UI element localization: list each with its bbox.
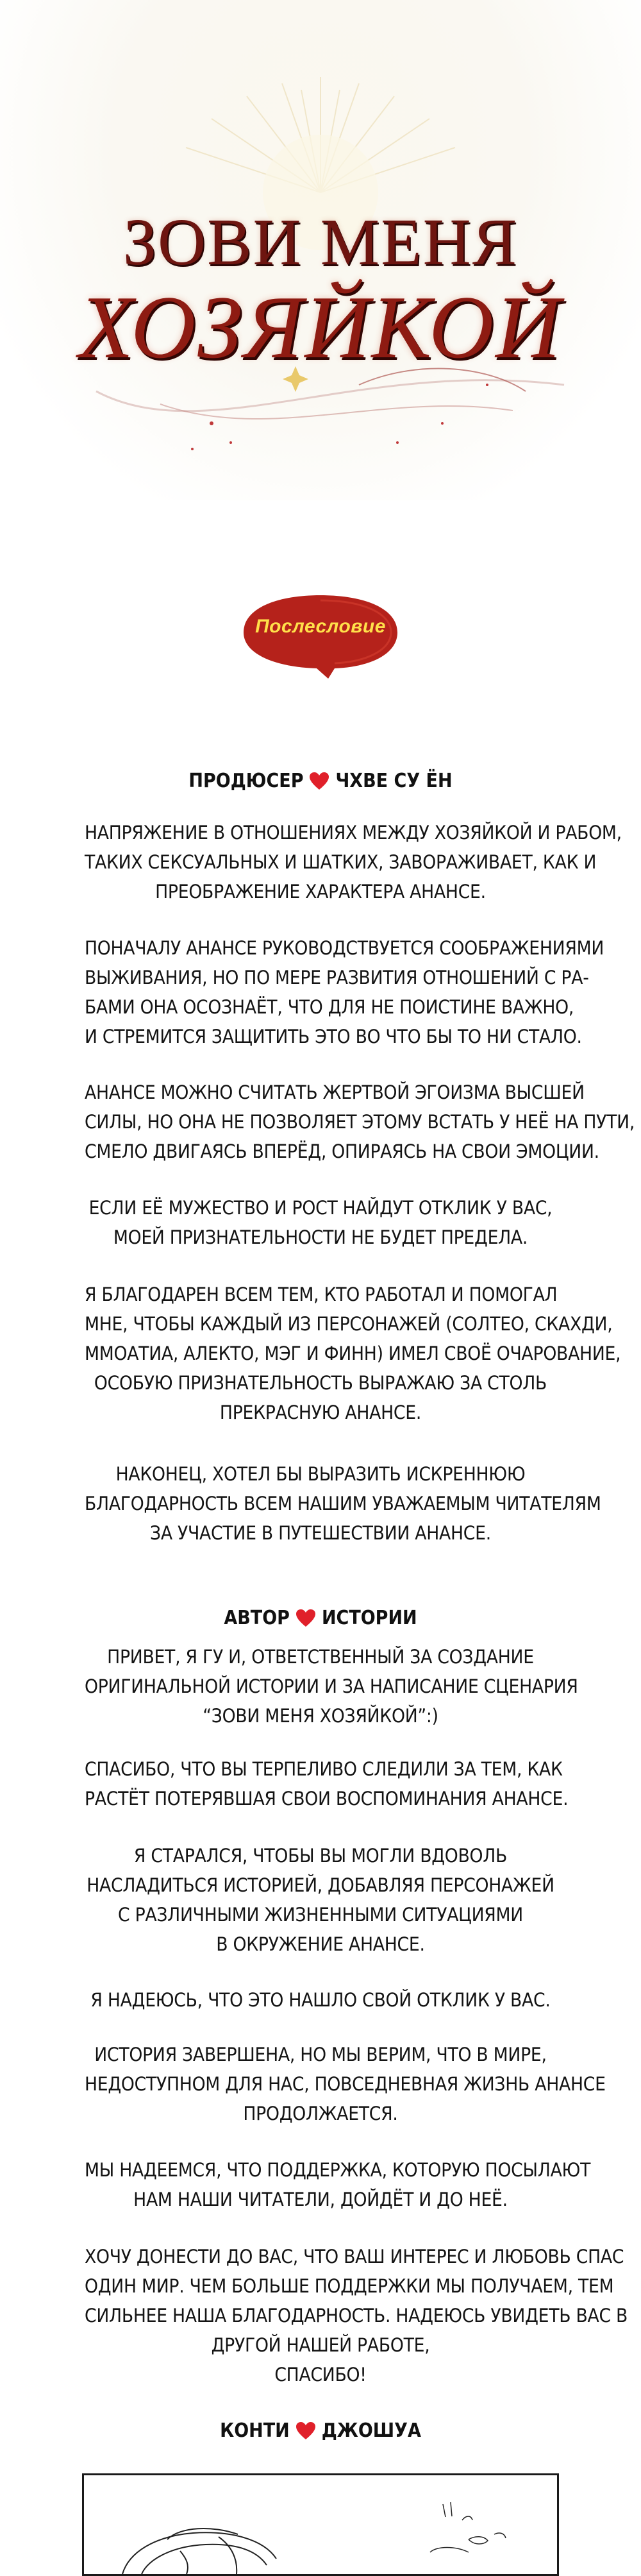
heart-icon (296, 2422, 315, 2440)
author-paragraph: МЫ НАДЕЕМСЯ, ЧТО ПОДДЕРЖКА, КОТОРУЮ ПОСЫЛАЮТ НАМ НАШИ ЧИТАТЕЛИ, ДОЙДЁТ И ДО НЕЁ. (85, 2159, 591, 2210)
producer-name: ЧХВЕ СУ ЁН (335, 770, 453, 792)
heart-icon (296, 1609, 315, 1627)
author-paragraph: ПРИВЕТ, Я ГУ И, ОТВЕТСТВЕННЫЙ ЗА СОЗДАНИЕ ОРИГИНАЛЬНОЙ ИСТОРИИ И ЗА НАПИСАНИЕ СЦЕНАРИЯ “ЗОВИ МЕНЯ ХОЗЯЙКОЙ”:) (85, 1646, 578, 1727)
author-paragraph: ХОЧУ ДОНЕСТИ ДО ВАС, ЧТО ВАШ ИНТЕРЕС И ЛЮБОВЬ СПАС ОДИН МИР. ЧЕМ БОЛЬШЕ ПОДДЕРЖКИ МЫ ПОЛУЧАЕМ, ТЕМ СИЛЬНЕЕ НАША БЛАГОДАРНОСТЬ. НАДЕЮСЬ УВИДЕТЬ ВАС В ДРУГОЙ НАШЕЙ РАБОТЕ, СПАСИБО! (85, 2246, 628, 2385)
comic-title-line-2: ХОЗЯЙКОЙ (78, 278, 563, 377)
author-name: ИСТОРИИ (321, 1607, 417, 1629)
producer-paragraph: ПОНАЧАЛУ АНАНСЕ РУКОВОДСТВУЕТСЯ СООБРАЖЕНИЯМИ ВЫЖИВАНИЯ, НО ПО МЕРЕ РАЗВИТИЯ ОТНОШЕНИЙ С РА- БАМИ ОНА ОСОЗНАЁТ, ЧТО ДЛЯ НЕ ПОИСТИНЕ ВАЖНО, И СТРЕМИТСЯ ЗАЩИТИТЬ ЭТО ВО ЧТО БЫ ТО НИ СТАЛО. (85, 937, 604, 1047)
comic-title-line-1: ЗОВИ МЕНЯ (122, 205, 519, 279)
sketch-drawing (84, 2475, 557, 2574)
author-credit (0, 1607, 641, 1629)
producer-paragraph: НАКОНЕЦ, ХОТЕЛ БЫ ВЫРАЗИТЬ ИСКРЕННЮЮ БЛАГОДАРНОСТЬ ВСЕМ НАШИМ УВАЖАЕМЫМ ЧИТАТЕЛЯМ ЗА УЧАСТИЕ В ПУТЕШЕСТВИИ АНАНСЕ. (85, 1463, 601, 1544)
author-paragraph: Я СТАРАЛСЯ, ЧТОБЫ ВЫ МОГЛИ ВДОВОЛЬ НАСЛАДИТЬСЯ ИСТОРИЕЙ, ДОБАВЛЯЯ ПЕРСОНАЖЕЙ С РАЗЛИЧНЫМИ ЖИЗНЕННЫМИ СИТУАЦИЯМИ В ОКРУЖЕНИЕ АНАНСЕ. (87, 1845, 554, 1955)
producer-credit (0, 770, 641, 792)
author-paragraph: СПАСИБО, ЧТО ВЫ ТЕРПЕЛИВО СЛЕДИЛИ ЗА ТЕМ, КАК РАСТЁТ ПОТЕРЯВШАЯ СВОИ ВОСПОМИНАНИЯ АНАНСЕ. (85, 1758, 569, 1809)
afterword-label: Послесловие (255, 616, 386, 637)
author-role: АВТОР (224, 1607, 290, 1629)
title-banner (0, 0, 641, 500)
producer-paragraph: ЕСЛИ ЕЁ МУЖЕСТВО И РОСТ НАЙДУТ ОТКЛИК У ВАС, МОЕЙ ПРИЗНАТЕЛЬНОСТИ НЕ БУДЕТ ПРЕДЕЛА. (88, 1197, 553, 1248)
heart-icon (310, 772, 329, 790)
producer-paragraph: АНАНСЕ МОЖНО СЧИТАТЬ ЖЕРТВОЙ ЭГОИЗМА ВЫСШЕЙ СИЛЫ, НО ОНА НЕ ПОЗВОЛЯЕТ ЭТОМУ ВСТАТЬ У НЕЁ НА ПУТИ, СМЕЛО ДВИГАЯСЬ ВПЕРЁД, ОПИРАЯСЬ НА СВОИ ЭМОЦИИ. (85, 1081, 635, 1162)
producer-paragraph: НАПРЯЖЕНИЕ В ОТНОШЕНИЯХ МЕЖДУ ХОЗЯЙКОЙ И РАБОМ, ТАКИХ СЕКСУАЛЬНЫХ И ШАТКИХ, ЗАВОРАЖИВАЕТ, КАК И ПРЕОБРАЖЕНИЕ ХАРАКТЕРА АНАНСЕ. (85, 822, 622, 902)
artist-role: КОНТИ (220, 2419, 290, 2442)
sketch-panel (82, 2473, 559, 2576)
storyboard-credit (0, 2419, 641, 2442)
author-paragraph: ИСТОРИЯ ЗАВЕРШЕНА, НО МЫ ВЕРИМ, ЧТО В МИРЕ, НЕДОСТУПНОМ ДЛЯ НАС, ПОВСЕДНЕВНАЯ ЖИЗНЬ АНАНСЕ ПРОДОЛЖАЕТСЯ. (85, 2044, 606, 2124)
author-paragraph: Я НАДЕЮСЬ, ЧТО ЭТО НАШЛО СВОЙ ОТКЛИК У ВАС. (90, 1989, 551, 2011)
producer-paragraph: Я БЛАГОДАРЕН ВСЕМ ТЕМ, КТО РАБОТАЛ И ПОМОГАЛ МНЕ, ЧТОБЫ КАЖДЫЙ ИЗ ПЕРСОНАЖЕЙ (СОЛТЕО, СКАХДИ, ММОАТИА, АЛЕКТО, МЭГ И ФИНН) ИМЕЛ СВОЁ ОЧАРОВАНИЕ, ОСОБУЮ ПРИЗНАТЕЛЬНОСТЬ ВЫРАЖАЮ ЗА СТОЛЬ ПРЕКРАСНУЮ АНАНСЕ. (85, 1284, 621, 1423)
producer-role: ПРОДЮСЕР (188, 770, 304, 792)
artist-name: ДЖОШУА (321, 2419, 421, 2442)
